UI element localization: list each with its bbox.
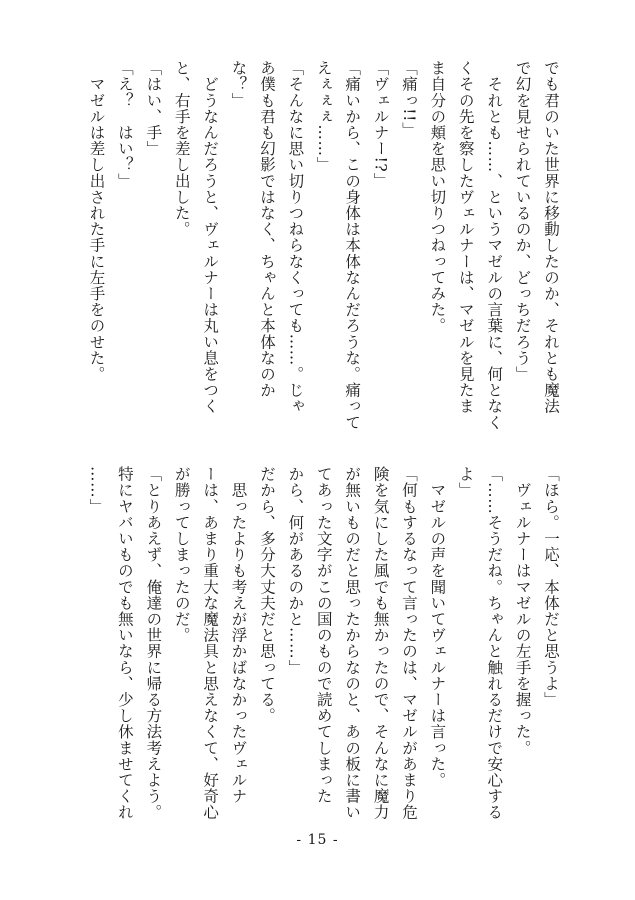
text-line: えぇぇぇ……」 bbox=[314, 60, 333, 173]
text-line: てあった文字がこの国のもので読めてしまった bbox=[314, 466, 333, 805]
text-line: な？」 bbox=[229, 60, 248, 109]
text-line: 特にヤバいものでも無いなら、少し休ませてくれ bbox=[115, 466, 134, 821]
text-line: 「ほら。一応、本体だと思うよ」 bbox=[542, 466, 560, 708]
text-line: で幻を見せられているのか、どっちだろう」 bbox=[513, 60, 532, 382]
text-line: ま自分の頬を思い切りつねってみた。 bbox=[428, 60, 447, 334]
text-line: どうなんだろうと、ヴェルナーは丸い息をつく bbox=[201, 60, 220, 415]
text-line: でも君のいた世界に移動したのか、それとも魔法 bbox=[542, 60, 560, 415]
text-line: 「何もするなって言ったのは、マゼルがあまり危 bbox=[399, 466, 418, 821]
text-line: 「痛っ!!」 bbox=[399, 60, 418, 139]
text-line: から、何があるのかと……」 bbox=[286, 466, 305, 676]
text-line: 「痛いから、この身体は本体なんだろうな。痛って bbox=[343, 60, 362, 431]
text-line: よ」 bbox=[456, 466, 475, 499]
text-line: が勝ってしまったのだ。 bbox=[172, 466, 191, 644]
text-line: ……」 bbox=[87, 466, 106, 515]
text-line: が無いものだと思ったからなのと、あの板に書い bbox=[343, 466, 362, 821]
text-line: 「とりあえず、俺達の世界に帰る方法考えよう。 bbox=[144, 466, 163, 821]
text-line: ーは、あまり重大な魔法具と思えなくて、好奇心 bbox=[201, 466, 220, 821]
text-line: 「はい、手」 bbox=[144, 60, 163, 157]
text-line: 「そんなに思い切りつねらなくっても……。じゃ bbox=[286, 60, 305, 415]
text-line: マゼルは差し出された手に左手をのせた。 bbox=[87, 60, 106, 382]
text-line: と、右手を差し出した。 bbox=[172, 60, 191, 238]
text-line: あ僕も君も幻影ではなく、ちゃんと本体なのか bbox=[257, 60, 276, 399]
text-line: 険を気にした風でも無かったので、そんなに魔力 bbox=[371, 466, 390, 821]
text-line: ヴェルナーはマゼルの左手を握った。 bbox=[513, 466, 532, 756]
page-number: - 15 - bbox=[296, 832, 339, 848]
text-line: 「え？ はい？」 bbox=[115, 60, 134, 189]
text-line: マゼルの声を聞いてヴェルナーは言った。 bbox=[428, 466, 447, 788]
text-line: だから、多分大丈夫だと思ってる。 bbox=[257, 466, 276, 724]
text-line: 思ったよりも考えが浮かばなかったヴェルナ bbox=[229, 466, 248, 805]
text-line: 「ヴェルナー!?」 bbox=[371, 60, 390, 189]
bottom-text-block bbox=[82, 466, 565, 821]
top-text-block bbox=[82, 60, 565, 431]
text-line: くその先を察したヴェルナーは、マゼルを見たま bbox=[456, 60, 475, 415]
text-line: 「……そうだね。ちゃんと触れるだけで安心する bbox=[485, 466, 504, 821]
text-line: それとも……、というマゼルの言葉に、何となく bbox=[485, 60, 504, 431]
